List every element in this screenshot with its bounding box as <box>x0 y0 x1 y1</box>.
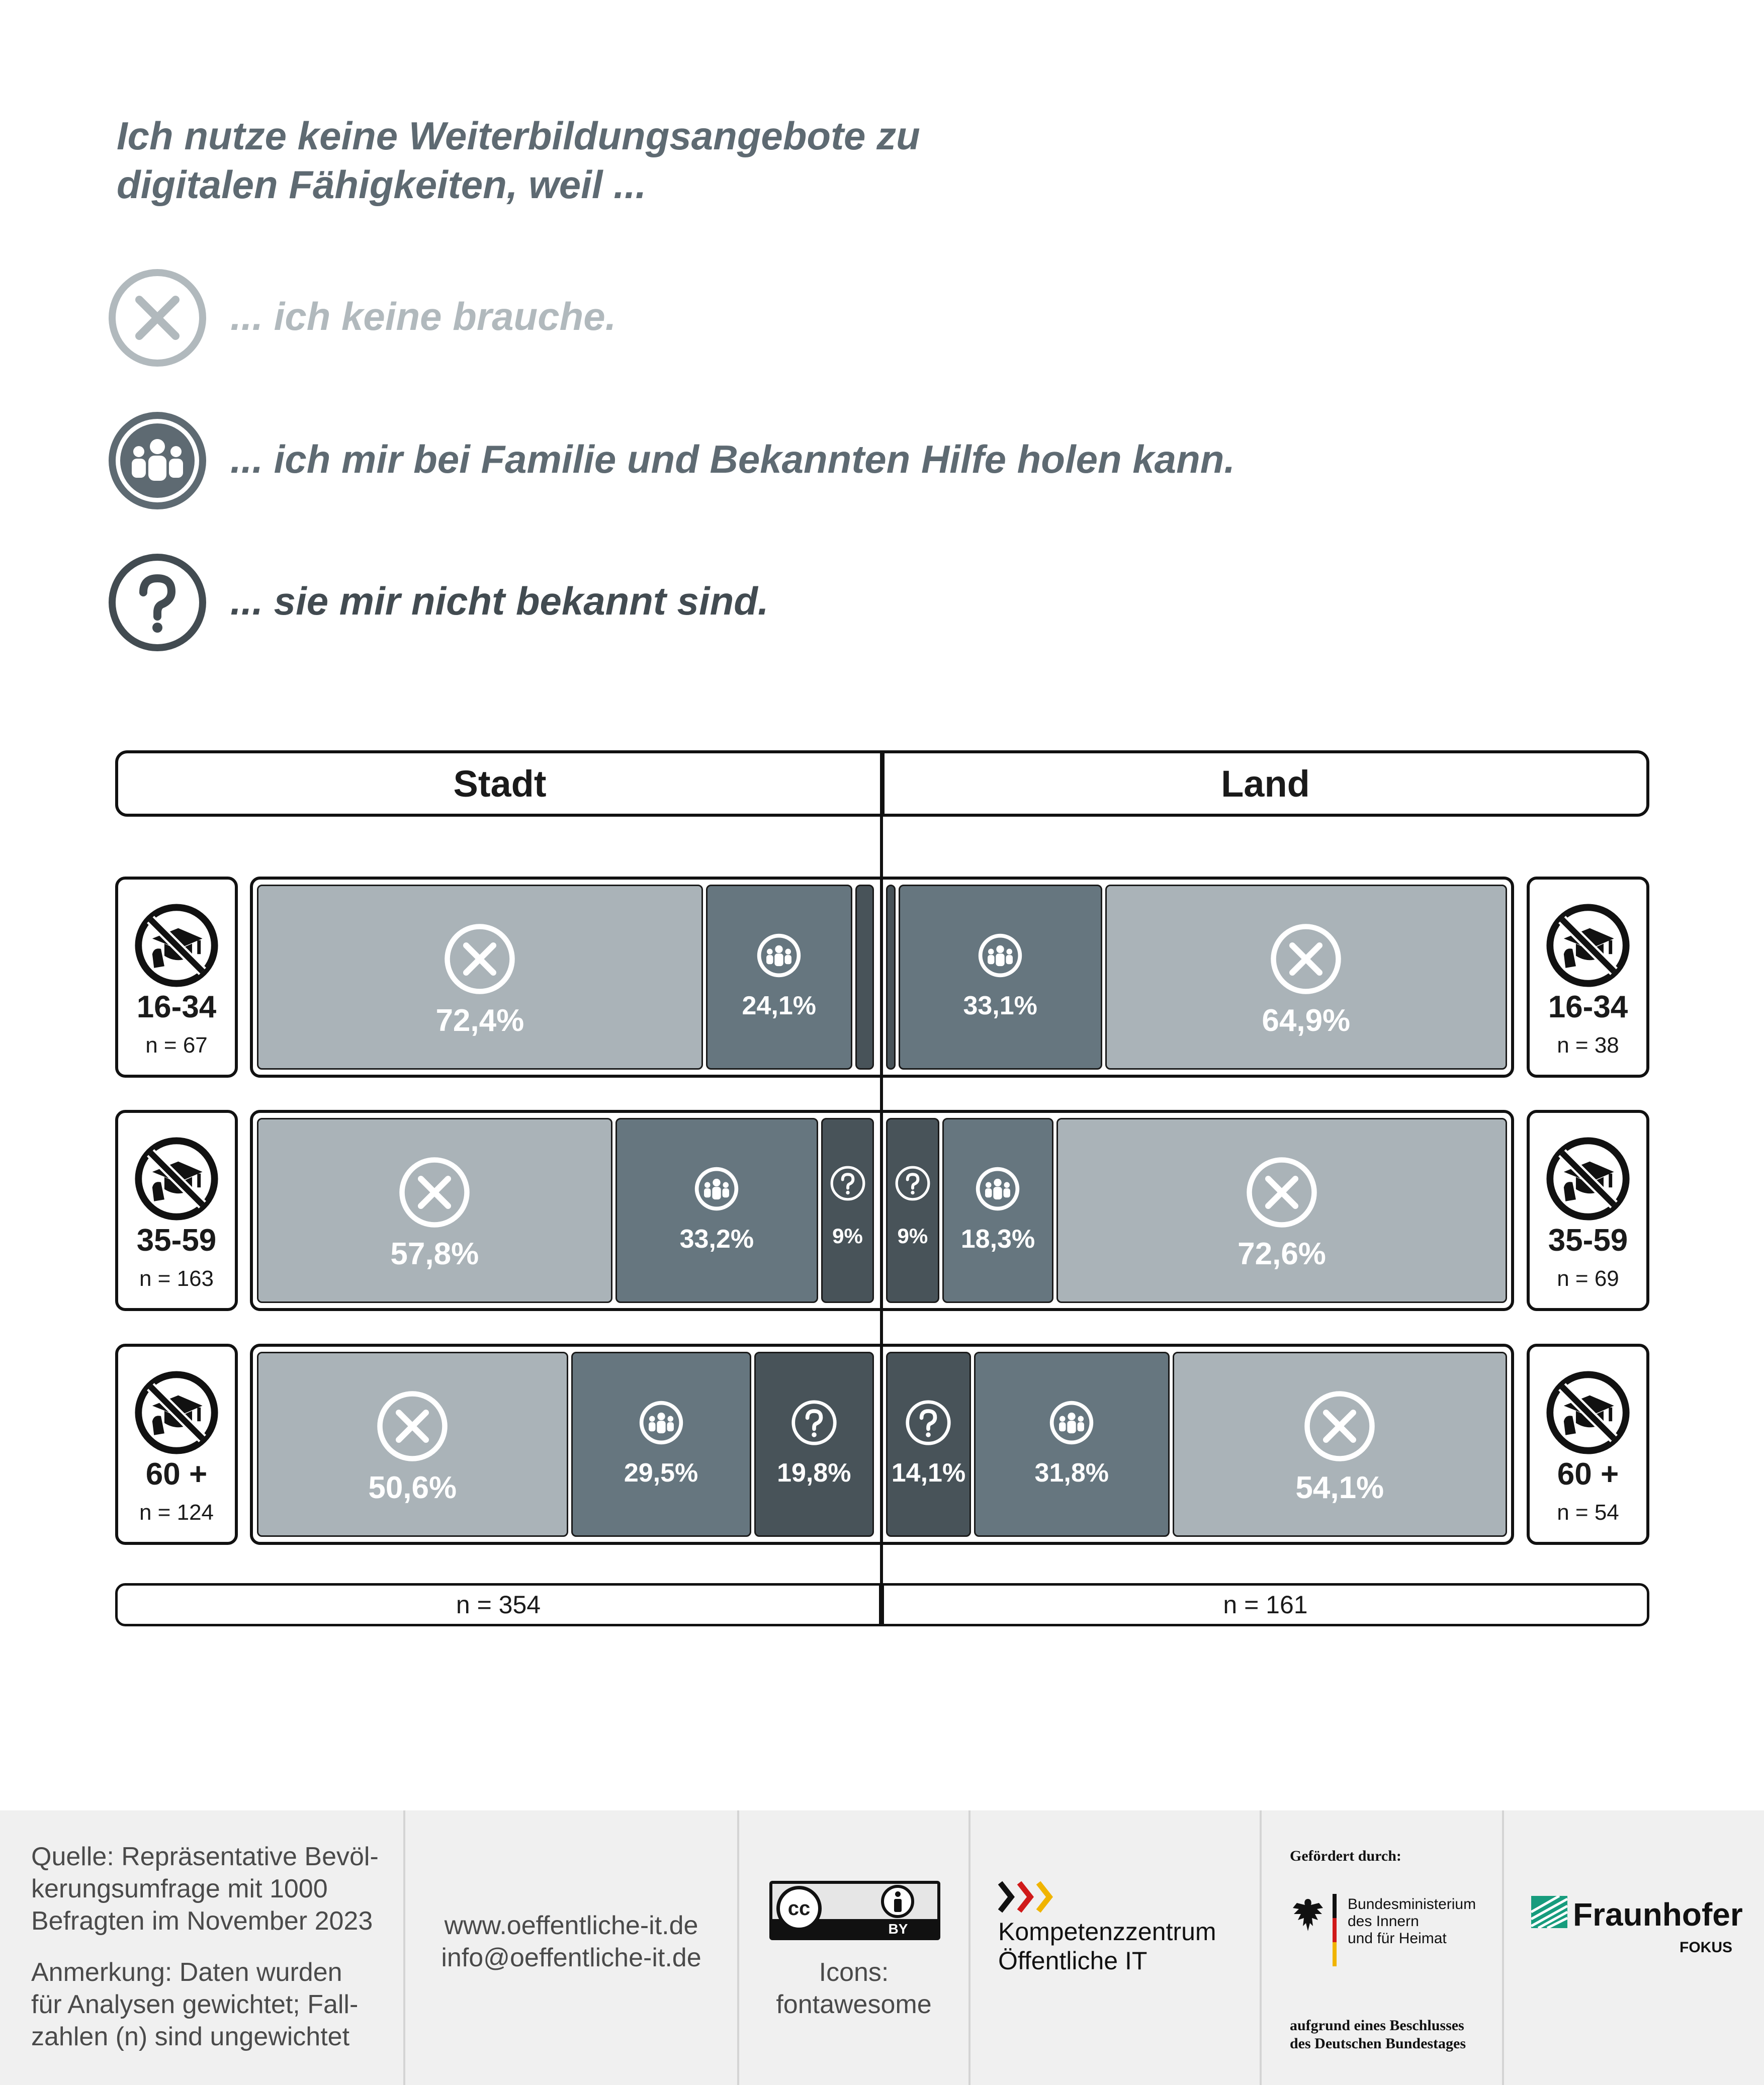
footer-source <box>31 1841 379 1937</box>
x-circle-icon <box>442 921 517 997</box>
land-segment-unbekannt <box>886 885 896 1070</box>
stadt-segment-familie <box>571 1352 751 1537</box>
flag-red <box>1333 1918 1337 1942</box>
legend-label-brauche: ... ich keine brauche. <box>230 294 616 338</box>
kompetenzzentrum-logo-icon <box>998 1880 1069 1914</box>
x-circle-icon <box>1302 1388 1377 1464</box>
age-label: 16-34 <box>1548 990 1628 1024</box>
person-body <box>894 1899 902 1912</box>
sample-size: n = 67 <box>145 1033 208 1058</box>
source-line: kerungsumfrage mit 1000 <box>31 1874 328 1903</box>
age-box-stadt-60-plus <box>115 1344 238 1545</box>
footer-separator <box>1502 1810 1504 2085</box>
source-line: Quelle: Repräsentative Bevöl- <box>31 1842 379 1871</box>
legend-label-unbekannt: ... sie mir nicht bekannt sind. <box>230 579 769 623</box>
by-person-icon <box>881 1885 914 1918</box>
question-circle-icon <box>790 1399 838 1447</box>
value-label: 14,1% <box>891 1458 966 1488</box>
flag-black <box>1333 1894 1337 1918</box>
value-label: 31,8% <box>1034 1458 1109 1488</box>
age-label: 35-59 <box>1548 1223 1628 1258</box>
center-divider <box>880 750 883 1626</box>
stadt-segment-unbekannt <box>821 1118 874 1303</box>
age-box-land-16-34 <box>1527 877 1649 1078</box>
x-circle-icon <box>1268 921 1344 997</box>
kompetenz-line: Kompetenzzentrum <box>998 1918 1216 1946</box>
value-label: 9% <box>897 1224 928 1248</box>
stadt-segment-unbekannt <box>855 885 874 1070</box>
footer-separator <box>737 1810 739 2085</box>
website-link[interactable]: www.oeffentliche-it.de <box>444 1911 698 1940</box>
beschluss-line: des Deutschen Bundestages <box>1290 2035 1466 2052</box>
header-stadt-label: Stadt <box>453 762 547 805</box>
footer-separator <box>968 1810 971 2085</box>
header-stadt <box>115 750 885 817</box>
value-label: 18,3% <box>960 1225 1035 1254</box>
value-label: 33,1% <box>963 991 1037 1020</box>
stadt-segment-familie <box>706 885 852 1070</box>
value-label: 50,6% <box>368 1470 457 1505</box>
source-line: Befragten im November 2023 <box>31 1906 373 1936</box>
title-line-2: digitalen Fähigkeiten, weil ... <box>117 162 647 207</box>
question-circle-icon <box>107 552 208 653</box>
value-label: 19,8% <box>777 1458 851 1488</box>
email-link[interactable]: info@oeffentliche-it.de <box>441 1943 701 1972</box>
x-circle-icon <box>375 1388 450 1464</box>
age-label: 35-59 <box>136 1223 217 1258</box>
total-n-land-label: n = 161 <box>1223 1591 1308 1619</box>
people-group-icon <box>107 410 208 511</box>
land-segment-familie <box>942 1118 1053 1303</box>
land-segment-brauche <box>1173 1352 1507 1537</box>
fraunhofer-logo-icon <box>1531 1896 1567 1928</box>
cc-text: cc <box>787 1897 811 1920</box>
note-line: Anmerkung: Daten wurden <box>31 1958 342 1987</box>
cc-by-license-badge <box>769 1881 940 1940</box>
stadt-segment-familie <box>615 1118 818 1303</box>
age-label: 60 + <box>145 1457 208 1492</box>
header-land <box>881 750 1649 817</box>
value-label: 72,4% <box>435 1003 524 1038</box>
value-label: 29,5% <box>624 1458 698 1488</box>
cc-icon <box>776 1886 822 1931</box>
land-segment-brauche <box>1105 885 1507 1070</box>
age-box-stadt-16-34 <box>115 877 238 1078</box>
kompetenzzentrum-label <box>998 1917 1216 1975</box>
question-circle-icon <box>894 1165 931 1202</box>
land-segment-brauche <box>1056 1118 1507 1303</box>
fokus-label: FOKUS <box>1680 1939 1732 1956</box>
question-circle-icon <box>904 1399 952 1447</box>
age-label: 16-34 <box>136 990 217 1024</box>
footer-separator <box>1260 1810 1262 2085</box>
age-label: 60 + <box>1557 1457 1619 1492</box>
total-n-stadt <box>115 1583 881 1626</box>
land-segment-familie <box>899 885 1102 1070</box>
no-graduation-icon <box>1545 1136 1631 1222</box>
beschluss-line: aufgrund eines Beschlusses <box>1290 2017 1464 2034</box>
no-graduation-icon <box>133 902 220 989</box>
kompetenz-line: Öffentliche IT <box>998 1947 1148 1975</box>
ministry-name <box>1348 1896 1476 1947</box>
land-segment-unbekannt <box>886 1118 939 1303</box>
stadt-segment-brauche <box>257 1118 612 1303</box>
bundestag-note <box>1290 2017 1466 2053</box>
legend-item-brauche <box>107 268 1515 373</box>
people-group-icon <box>974 1165 1022 1213</box>
question-circle-icon <box>829 1165 866 1202</box>
legend-item-familie <box>107 410 1515 516</box>
sample-size: n = 54 <box>1557 1500 1619 1525</box>
age-box-land-35-59 <box>1527 1110 1649 1311</box>
value-label: 33,2% <box>679 1225 754 1254</box>
no-graduation-icon <box>1545 1369 1631 1456</box>
sample-size: n = 124 <box>139 1500 214 1525</box>
ministry-line: Bundesministerium <box>1348 1896 1476 1913</box>
land-segment-familie <box>974 1352 1170 1537</box>
header-land-label: Land <box>1221 762 1310 805</box>
value-label: 57,8% <box>390 1237 479 1271</box>
land-segment-unbekannt <box>886 1352 971 1537</box>
note-line: zahlen (n) sind ungewichtet <box>31 2022 350 2051</box>
stadt-segment-unbekannt <box>754 1352 874 1537</box>
sample-size: n = 38 <box>1557 1033 1619 1058</box>
no-graduation-icon <box>1545 902 1631 989</box>
federal-eagle-icon <box>1290 1896 1326 1936</box>
by-text: BY <box>888 1921 908 1937</box>
gefoerdert-label: Gefördert durch: <box>1290 1848 1401 1864</box>
note-line: für Analysen gewichtet; Fall- <box>31 1990 359 2019</box>
value-label: 54,1% <box>1295 1470 1384 1505</box>
age-box-stadt-35-59 <box>115 1110 238 1311</box>
x-circle-icon <box>397 1155 472 1230</box>
stadt-segment-brauche <box>257 1352 568 1537</box>
no-graduation-icon <box>133 1369 220 1456</box>
people-group-icon <box>637 1399 685 1447</box>
value-label: 9% <box>832 1224 863 1248</box>
chart-title <box>117 112 1223 209</box>
people-group-icon <box>976 931 1024 980</box>
footer-contact <box>405 1909 737 1974</box>
people-group-icon <box>1047 1399 1096 1447</box>
ministry-line: des Innern <box>1348 1913 1419 1930</box>
stadt-segment-brauche <box>257 885 703 1070</box>
ministry-line: und für Heimat <box>1348 1930 1447 1947</box>
people-group-icon <box>755 931 803 980</box>
title-line-1: Ich nutze keine Weiterbildungsangebote zu <box>117 114 920 158</box>
value-label: 72,6% <box>1238 1237 1326 1271</box>
no-graduation-icon <box>133 1136 220 1222</box>
value-label: 64,9% <box>1262 1003 1351 1038</box>
footer-note <box>31 1956 358 2053</box>
flag-gold <box>1333 1942 1337 1966</box>
total-n-land <box>881 1583 1649 1626</box>
fraunhofer-wordmark: Fraunhofer <box>1573 1896 1743 1933</box>
icons-line: Icons: <box>819 1958 889 1987</box>
icons-line: fontawesome <box>776 1990 932 2019</box>
x-circle-icon <box>107 268 208 368</box>
sample-size: n = 163 <box>139 1266 214 1291</box>
x-circle-icon <box>1244 1155 1319 1230</box>
legend-item-unbekannt <box>107 552 1515 658</box>
people-group-icon <box>692 1165 741 1213</box>
age-box-land-60-plus <box>1527 1344 1649 1545</box>
footer-icons-credit <box>739 1956 968 2021</box>
person-head <box>895 1891 901 1897</box>
legend-label-familie: ... ich mir bei Familie und Bekannten Hilfe holen kann. <box>230 437 1236 481</box>
sample-size: n = 69 <box>1557 1266 1619 1291</box>
value-label: 24,1% <box>742 991 816 1020</box>
total-n-stadt-label: n = 354 <box>456 1591 541 1619</box>
